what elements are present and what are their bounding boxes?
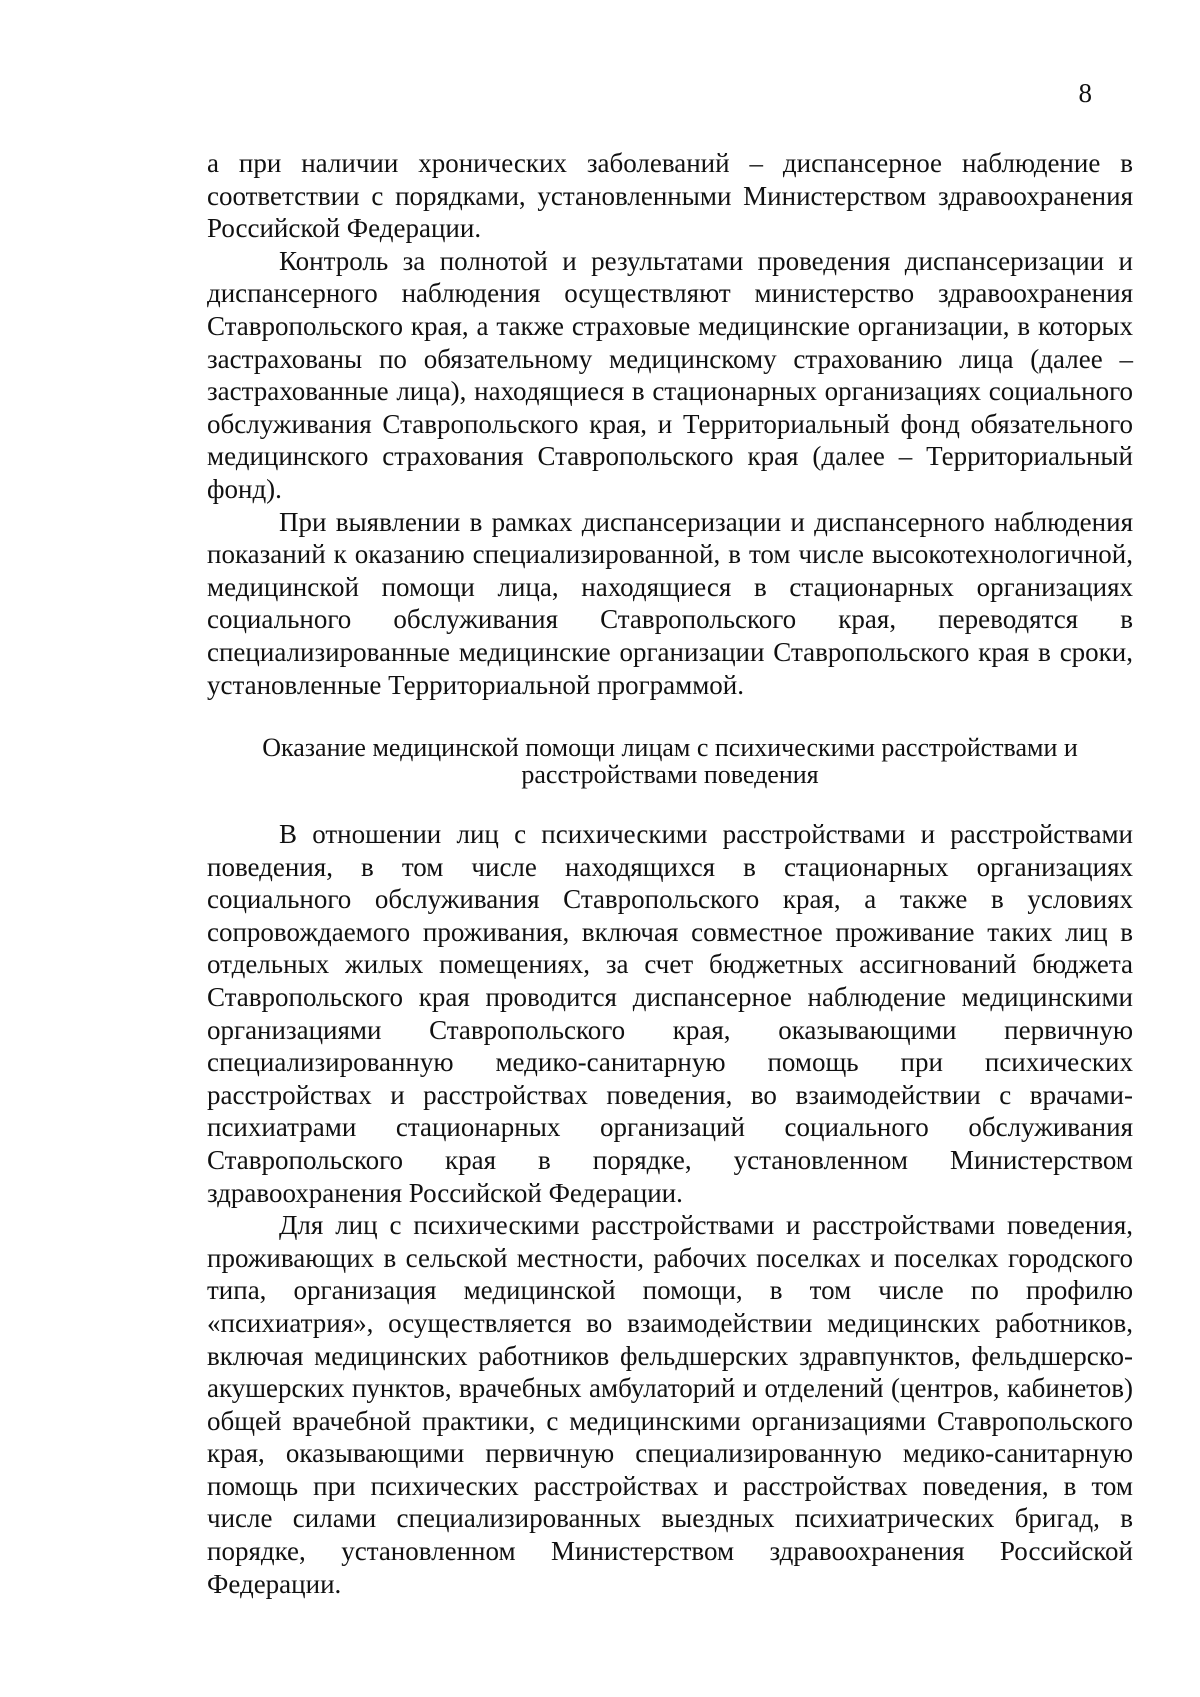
- paragraph: Контроль за полнотой и результатами проведения диспансеризации и диспансерного наблюдения осуществляют министерство здравоохранения Ставропольского края, а также страховые медицинские организации, в которых застрахованы по обязательному медицинскому страхованию лица (далее – застрахованные лица), находящиеся в стационарных организациях социального обслуживания Ставропольского края, и Территориальный фонд обязательного медицинского страхования Ставропольского края (далее – Территориальный фонд).: [207, 245, 1133, 504]
- section-text-block: [207, 818, 1133, 1600]
- paragraph: При выявлении в рамках диспансеризации и диспансерного наблюдения показаний к оказанию специализированной, в том числе высокотехнологичной, медицинской помощи лица, находящиеся в стационарных организациях социального обслуживания Ставропольского края, переводятся в специализированные медицинские организации Ставропольского края в сроки, установленные Территориальной программой.: [207, 506, 1133, 700]
- section-heading: Оказание медицинской помощи лицам с психическими расстройствами и расстройствами поведения: [262, 733, 1078, 789]
- page-number: 8: [1078, 78, 1092, 108]
- paragraph: Для лиц с психическими расстройствами и расстройствами поведения, проживающих в сельской местности, рабочих поселках и поселках городского типа, организация медицинской помощи, в том числе по профилю «психиатрия», осуществляется во взаимодействии медицинских работников, включая медицинских работников фельдшерских здравпунктов, фельдшерско-акушерских пунктов, врачебных амбулаторий и отделений (центров, кабинетов) общей врачебной практики, с медицинскими организациями Ставропольского края, оказывающими первичную специализированную медико-санитарную помощь при психических расстройствах и расстройствах поведения, в том числе силами специализированных выездных психиатрических бригад, в порядке, установленном Министерством здравоохранения Российской Федерации.: [207, 1210, 1133, 1599]
- paragraph: а при наличии хронических заболеваний – диспансерное наблюдение в соответствии с порядками, установленными Министерством здравоохранения Российской Федерации.: [207, 148, 1133, 244]
- paragraph: В отношении лиц с психическими расстройствами и расстройствами поведения, в том числе находящихся в стационарных организациях социального обслуживания Ставропольского края, а также в условиях сопровождаемого проживания, включая совместное проживание таких лиц в отдельных жилых помещениях, за счет бюджетных ассигнований бюджета Ставропольского края проводится диспансерное наблюдение медицинскими организациями Ставропольского края, оказывающими первичную специализированную медико-санитарную помощь при психических расстройствах и расстройствах поведения, во взаимодействии с врачами-психиатрами стационарных организаций социального обслуживания Ставропольского края в порядке, установленном Министерством здравоохранения Российской Федерации.: [207, 819, 1133, 1208]
- top-text-block: [207, 147, 1133, 701]
